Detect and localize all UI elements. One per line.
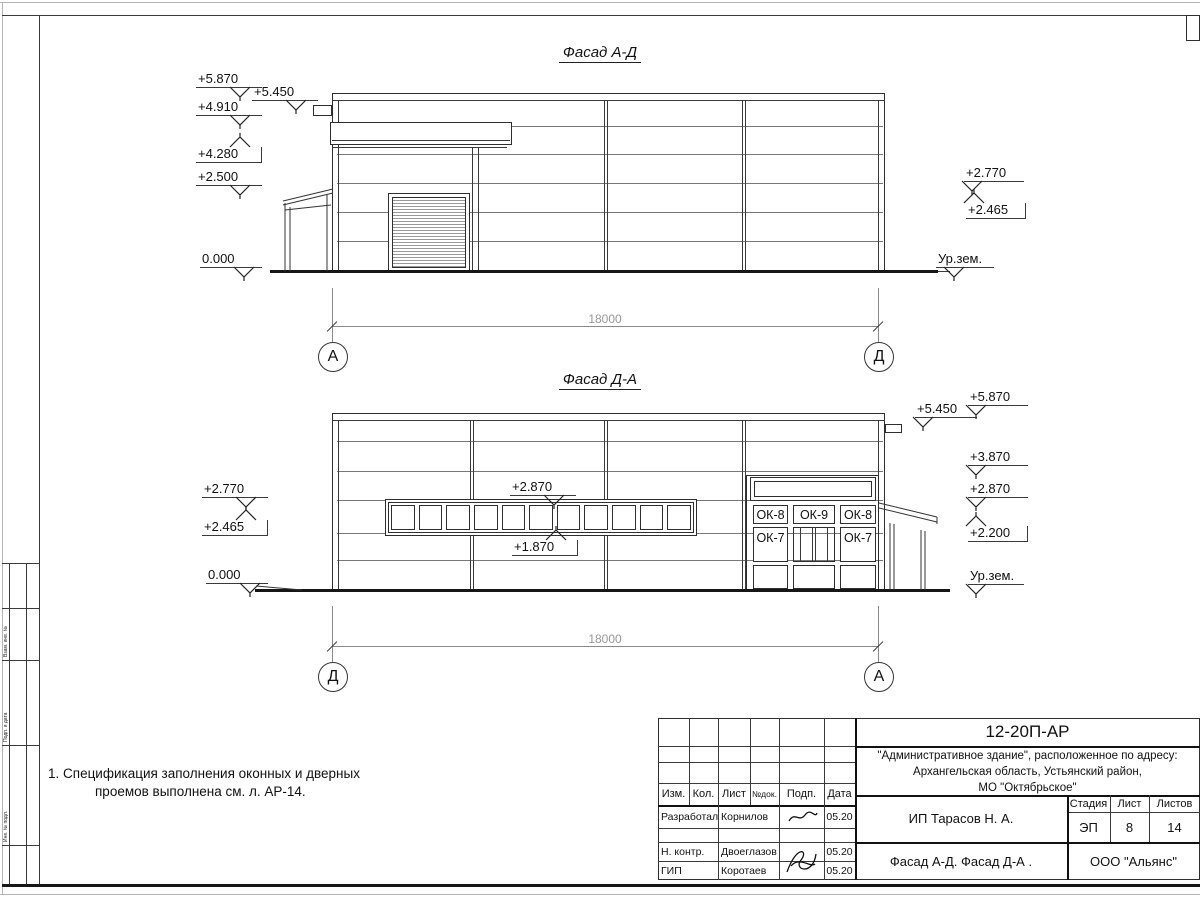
stamp-divider — [2, 563, 39, 564]
axis-letter: Д — [327, 668, 339, 685]
level-mark: +3.870 — [968, 450, 1028, 466]
listov-label: Листов — [1156, 797, 1193, 810]
column-line — [478, 147, 479, 271]
stamp-divider — [2, 660, 39, 661]
tb-header-kol: Кол. — [692, 788, 715, 800]
sheet-title: Фасад А-Д. Фасад Д-А . — [889, 853, 1033, 869]
door-mullion — [800, 527, 801, 562]
level-mark: +5.450 — [915, 402, 977, 418]
stamp-divider — [2, 608, 39, 609]
axis-letter: А — [327, 348, 339, 365]
listov-value: 14 — [1167, 819, 1182, 835]
level-mark: +5.870 — [196, 72, 262, 88]
panel-joint — [742, 420, 743, 590]
panel-joint — [742, 100, 743, 271]
tb-date: 05.20 — [826, 864, 853, 877]
dimension-line — [332, 326, 879, 327]
siding-line — [337, 183, 883, 184]
stamp-side-label: Подп. и дата — [3, 712, 9, 742]
window-ok8: ОК-8 — [840, 505, 876, 524]
titleblock-line — [658, 828, 855, 829]
glazing-panel — [753, 565, 788, 589]
axis-circle — [318, 342, 348, 372]
stamp-column-line — [26, 563, 27, 884]
facade-ad-title: Фасад А-Д — [515, 44, 685, 61]
tb-header-izm: Изм. — [661, 788, 686, 800]
tb-date: 05.20 — [826, 845, 853, 858]
level-mark: +2.465 — [966, 203, 1026, 219]
axis-letter: Д — [873, 348, 885, 365]
dimension-label: 18000 — [588, 312, 622, 326]
tb-role: Н. контр. — [661, 845, 705, 858]
level-mark: +2.770 — [202, 482, 268, 498]
window — [419, 505, 443, 530]
door-mullion — [827, 527, 828, 562]
level-mark: +1.870 — [512, 540, 578, 556]
window-ok7: ОК-7 — [840, 527, 876, 562]
window — [446, 505, 470, 530]
panel-joint — [338, 420, 339, 590]
paper-edge — [0, 894, 1200, 895]
axis-circle — [864, 342, 894, 372]
facade-da-title: Фасад Д-А — [515, 371, 685, 388]
paper-edge — [0, 2, 1200, 3]
siding-line — [337, 154, 883, 155]
stamp-column-line — [9, 563, 10, 884]
canopy-soffit-line — [332, 147, 507, 148]
level-mark: +5.450 — [252, 85, 318, 101]
list-label: Лист — [1117, 797, 1142, 810]
ground-level-mark: Ур.зем. — [936, 252, 994, 268]
stamp-side-label: Инв. № подл. — [3, 810, 9, 842]
panel-joint — [745, 100, 746, 271]
stage-value: ЭП — [1079, 819, 1098, 835]
level-mark: +4.910 — [196, 100, 262, 116]
axis-circle — [864, 662, 894, 692]
stamp-divider — [2, 745, 39, 746]
note — [48, 765, 360, 801]
tb-header-list: Лист — [722, 788, 746, 800]
window — [584, 505, 608, 530]
tb-header-ndok: №док. — [752, 789, 777, 799]
note-line1: 1. Спецификация заполнения оконных и дверных — [48, 766, 360, 781]
list-value: 8 — [1125, 819, 1134, 835]
ground-level-mark: Ур.зем. — [968, 569, 1024, 585]
tb-header-podp: Подп. — [786, 788, 817, 800]
window-ok7: ОК-7 — [753, 527, 788, 562]
frame-line — [2, 15, 1200, 16]
titleblock-line — [658, 762, 855, 763]
window-band-cells — [391, 505, 691, 530]
siding-line — [337, 471, 883, 472]
format-corner-box — [1186, 15, 1200, 41]
level-mark: +2.870 — [510, 480, 576, 496]
note-line2: проемов выполнена см. л. АР-14. — [95, 784, 306, 799]
organization-name: ООО "Альянс" — [1090, 853, 1177, 869]
ground-line — [255, 589, 950, 592]
ground-line — [270, 270, 938, 273]
signature — [783, 842, 821, 879]
roller-door — [392, 197, 466, 268]
window — [474, 505, 498, 530]
level-mark: 0.000 — [200, 252, 262, 268]
tb-role: Разработал — [661, 810, 719, 823]
parapet-line — [332, 100, 885, 101]
canopy-inner-line — [332, 140, 510, 141]
level-mark: +4.280 — [196, 147, 262, 163]
axis-letter: А — [873, 668, 885, 685]
roof-pipe — [885, 424, 902, 433]
project-line1: "Административное здание", расположенное по адресу: — [877, 750, 1178, 762]
door-mullion — [815, 527, 816, 562]
panel-joint — [604, 100, 605, 271]
dimension-line — [332, 646, 879, 647]
tb-name: Двоеглазов — [721, 845, 777, 858]
titleblock-line — [658, 746, 855, 747]
roof-pipe — [313, 105, 332, 116]
parapet-line — [332, 420, 885, 421]
frame-line — [2, 884, 1200, 887]
level-mark: +2.770 — [964, 166, 1024, 182]
spandrel-inner — [754, 481, 872, 497]
window — [612, 505, 636, 530]
tb-name: Корнилов — [721, 810, 769, 823]
client-name: ИП Тарасов Н. А. — [908, 811, 1014, 826]
window — [667, 505, 691, 530]
extension-line — [332, 288, 333, 344]
window — [391, 505, 415, 530]
frame-line — [39, 15, 40, 884]
axis-circle — [318, 662, 348, 692]
extension-line — [878, 606, 879, 664]
window — [502, 505, 526, 530]
tb-name: Коротаев — [721, 864, 767, 877]
glazing-panel — [840, 565, 876, 589]
level-mark: +5.870 — [968, 390, 1028, 406]
level-mark: +2.465 — [202, 520, 268, 536]
window-ok9: ОК-9 — [793, 505, 835, 524]
door-mullion — [812, 527, 813, 562]
level-mark: +2.500 — [196, 170, 262, 186]
tb-role: ГИП — [661, 864, 682, 877]
tb-header-data: Дата — [827, 788, 852, 800]
doc-number: 12-20П-АР — [985, 722, 1070, 741]
tb-date: 05.20 — [826, 810, 853, 823]
extension-line — [878, 288, 879, 344]
signature — [786, 808, 820, 826]
project-description — [855, 748, 1200, 796]
stamp-divider — [2, 845, 39, 846]
level-mark: +2.200 — [968, 526, 1028, 542]
stage-label: Стадия — [1069, 797, 1108, 810]
project-line3: МО "Октябрьское" — [978, 782, 1077, 794]
level-mark: +2.870 — [968, 482, 1028, 498]
panel-joint — [878, 100, 879, 271]
siding-line — [337, 441, 883, 442]
column-line — [472, 147, 473, 271]
glazing-panel — [793, 565, 835, 589]
stamp-side-label: Взам. инв. № — [3, 626, 9, 657]
window-ok8: ОК-8 — [753, 505, 788, 524]
project-line2: Архангельская область, Устьянский район, — [913, 766, 1142, 778]
extension-line — [332, 606, 333, 664]
panel-joint — [607, 100, 608, 271]
paper-edge — [2, 2, 3, 895]
level-mark: 0.000 — [206, 568, 268, 584]
window — [640, 505, 664, 530]
dimension-label: 18000 — [588, 632, 622, 646]
canopy — [330, 122, 512, 145]
